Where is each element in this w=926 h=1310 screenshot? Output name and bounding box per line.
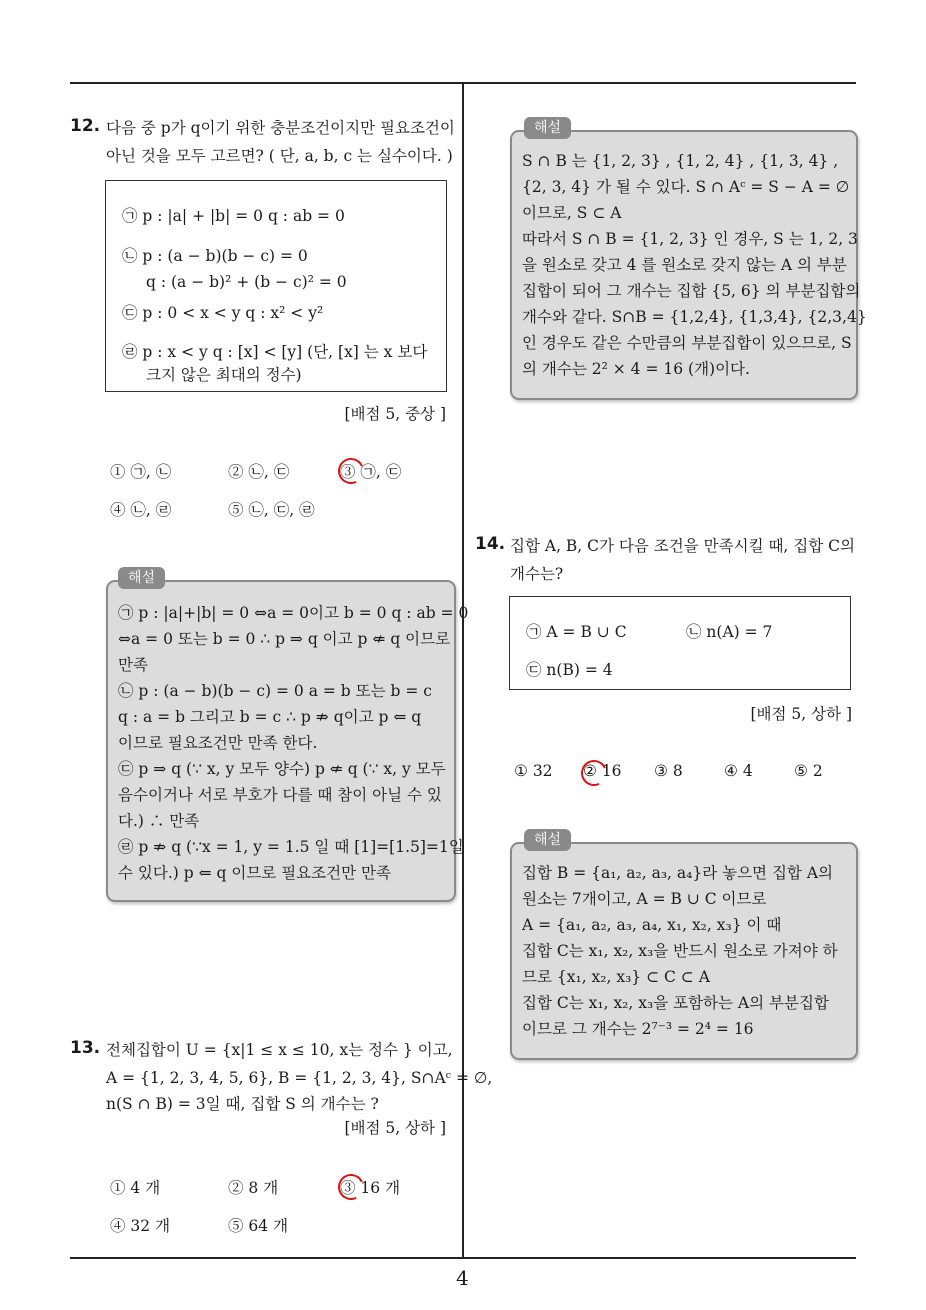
solution-tag: 해설 — [118, 567, 165, 589]
solution-box — [106, 580, 469, 902]
page-number: 4 — [456, 1266, 469, 1290]
question-text-line: 개수는? — [510, 565, 564, 583]
solution-line: 음수이거나 서로 부호가 다를 때 참이 아닐 수 있 — [118, 786, 442, 804]
solution-line: 집합이 되어 그 개수는 집합 {5, 6} 의 부분집합의 — [522, 282, 861, 300]
solution-line: 의 개수는 2² × 4 = 16 (개)이다. — [522, 360, 750, 378]
condition-item: q : (a − b)² + (b − c)² = 0 — [146, 273, 347, 291]
score-label: [배점 5, 상하 ] — [750, 705, 852, 723]
question-number: 12. — [70, 116, 101, 136]
solution-line: 므로 {x₁, x₂, x₃} ⊂ C ⊂ A — [522, 968, 710, 986]
solution-line: ㉡ p : (a − b)(b − c) = 0 a = b 또는 b = c — [118, 682, 432, 700]
answer-choice[interactable]: ④ 32 개 — [110, 1217, 171, 1235]
answer-choice[interactable]: ① 32 — [514, 762, 553, 780]
score-label: [배점 5, 상하 ] — [344, 1119, 446, 1137]
condition-item: ㉠ A = B ∪ C — [526, 623, 627, 641]
solution-line: 인 경우도 같은 수만큼의 부분집합이 있으므로, S — [522, 334, 852, 352]
solution-line: 집합 C는 x₁, x₂, x₃을 포함하는 A의 부분집합 — [522, 994, 829, 1012]
condition-item: ㉢ p : 0 < x < y q : x² < y² — [122, 304, 324, 322]
solution-line: ㉠ p : |a|+|b| = 0 ⇔a = 0이고 b = 0 q : ab = 0 — [118, 604, 469, 622]
solution-line: 다.) ∴ 만족 — [118, 812, 200, 830]
solution-box — [510, 842, 858, 1060]
question-text-line: 전체집합이 U = {x|1 ≤ x ≤ 10, x는 정수 } 이고, — [106, 1041, 453, 1059]
condition-item: ㉣ p : x < y q : [x] < [y] (단, [x] 는 x 보다 — [122, 343, 428, 361]
solution-line: 이므로 그 개수는 2⁷⁻³ = 2⁴ = 16 — [522, 1020, 754, 1038]
solution-line: S ∩ B 는 {1, 2, 3} , {1, 2, 4} , {1, 3, 4} , — [522, 152, 839, 170]
solution-line: 이므로, S ⊂ A — [522, 204, 622, 222]
solution-line: A = {a₁, a₂, a₃, a₄, x₁, x₂, x₃} 이 때 — [522, 916, 782, 934]
answer-choice[interactable]: ④ ㉡, ㉣ — [110, 501, 172, 519]
answer-choice[interactable]: ② 8 개 — [228, 1179, 279, 1197]
solution-box — [510, 130, 867, 400]
solution-line: ㉢ p ⇒ q (∵ x, y 모두 양수) p ⇍ q (∵ x, y 모두 — [118, 760, 446, 778]
solution-line: 이므로 필요조건만 만족 한다. — [118, 734, 318, 752]
question-text-line: 아닌 것을 모두 고르면? ( 단, a, b, c 는 실수이다. ) — [106, 147, 453, 165]
answer-choice[interactable]: ① 4 개 — [110, 1179, 161, 1197]
answer-choice[interactable]: ② ㉡, ㉢ — [228, 463, 290, 481]
solution-line: q : a = b 그리고 b = c ∴ p ⇏ q이고 p ⇐ q — [118, 708, 422, 726]
condition-item: ㉡ n(A) = 7 — [686, 623, 773, 641]
score-label: [배점 5, 중상 ] — [344, 405, 446, 423]
solution-line: 만족 — [118, 656, 148, 674]
solution-line: 집합 B = {a₁, a₂, a₃, a₄}라 놓으면 집합 A의 — [522, 864, 833, 882]
question-text-line: 집합 A, B, C가 다음 조건을 만족시킬 때, 집합 C의 — [510, 537, 855, 555]
question-number: 13. — [70, 1038, 101, 1058]
condition-item: ㉡ p : (a − b)(b − c) = 0 — [122, 247, 308, 265]
condition-box — [509, 596, 851, 690]
question-number: 14. — [475, 534, 506, 554]
answer-choice[interactable]: ⑤ 2 — [794, 762, 823, 780]
question-text-line: A = {1, 2, 3, 4, 5, 6}, B = {1, 2, 3, 4}, S∩Aᶜ = ∅, — [106, 1069, 493, 1087]
answer-choice[interactable]: ⑤ 64 개 — [228, 1217, 289, 1235]
answer-choice[interactable]: ③ 8 — [654, 762, 683, 780]
condition-item: 크지 않은 최대의 정수) — [146, 366, 302, 384]
question-text-line: 다음 중 p가 q이기 위한 충분조건이지만 필요조건이 — [106, 119, 455, 137]
solution-line: 개수와 같다. S∩B = {1,2,4}, {1,3,4}, {2,3,4} — [522, 308, 867, 326]
condition-item: ㉢ n(B) = 4 — [526, 661, 613, 679]
answer-choice[interactable]: ③ 16 개 — [340, 1179, 401, 1197]
solution-line: 을 원소로 갖고 4 를 원소로 갖지 않는 A 의 부분 — [522, 256, 847, 274]
condition-box — [105, 180, 447, 392]
condition-item: ㉠ p : |a| + |b| = 0 q : ab = 0 — [122, 207, 345, 225]
answer-choice[interactable]: ① ㉠, ㉡ — [110, 463, 172, 481]
bottom-rule — [70, 1257, 856, 1259]
answer-choice[interactable]: ⑤ ㉡, ㉢, ㉣ — [228, 501, 315, 519]
solution-tag: 해설 — [524, 117, 571, 139]
solution-tag: 해설 — [524, 829, 571, 851]
solution-line: 원소는 7개이고, A = B ∪ C 이므로 — [522, 890, 767, 908]
answer-choice[interactable]: ② 16 — [583, 762, 622, 780]
solution-line: 수 있다.) p ⇐ q 이므로 필요조건만 만족 — [118, 864, 391, 882]
solution-line: 따라서 S ∩ B = {1, 2, 3} 인 경우, S 는 1, 2, 3 — [522, 230, 858, 248]
solution-line: {2, 3, 4} 가 될 수 있다. S ∩ Aᶜ = S − A = ∅ — [522, 178, 850, 196]
answer-choice[interactable]: ④ 4 — [724, 762, 753, 780]
answer-choice[interactable]: ③ ㉠, ㉢ — [340, 463, 402, 481]
solution-line: ㉣ p ⇏ q (∵x = 1, y = 1.5 일 때 [1]=[1.5]=1일 — [118, 838, 464, 856]
question-text-line: n(S ∩ B) = 3일 때, 집합 S 의 개수는 ? — [106, 1095, 379, 1113]
solution-line: 집합 C는 x₁, x₂, x₃을 반드시 원소로 가져야 하 — [522, 942, 838, 960]
solution-line: ⇔a = 0 또는 b = 0 ∴ p ⇒ q 이고 p ⇍ q 이므로 — [118, 630, 451, 648]
